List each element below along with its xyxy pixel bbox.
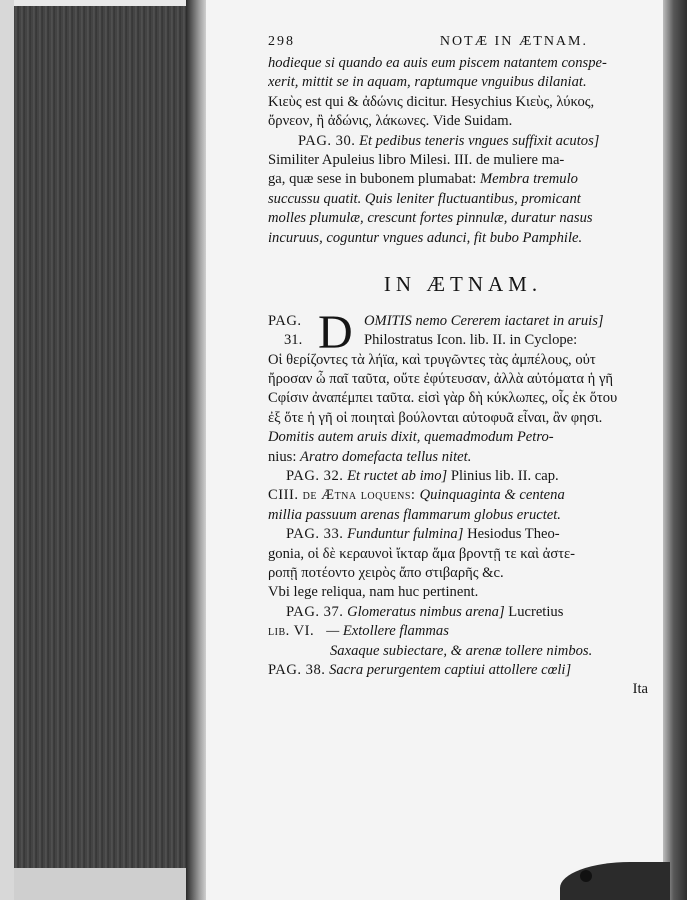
- paragraph-3: [268, 305, 658, 467]
- text-line: Similiter Apuleius libro Milesi. III. de muliere ma-: [268, 151, 565, 168]
- lemma: Et ructet ab imo]: [347, 468, 448, 485]
- text-line: [268, 661, 658, 680]
- book-gutter-shadow: [186, 0, 208, 900]
- book-right-edge: [663, 0, 687, 900]
- page-reference: PAG. 37.: [286, 603, 344, 620]
- quotation: succussu quatit.: [268, 190, 362, 207]
- curl-shadow-dot: [580, 870, 592, 882]
- running-title: NOTÆ IN ÆTNAM.: [439, 34, 588, 49]
- text-line: xerit, mittit se in aquam, raptumque vnguibus dilaniat.: [268, 74, 587, 91]
- text-line: [268, 525, 658, 544]
- text-line: ἐξ ὅτε ἡ γῆ οἱ ποιηταὶ βούλονται αὐτοφυᾶ εἶναι, ἂν φησι.: [268, 409, 603, 426]
- page-reference: 31.: [284, 332, 303, 349]
- text-line: [268, 132, 658, 151]
- text-line: [268, 622, 658, 641]
- text-line: Cφίσιν ἀναπέμπει ταῦτα. εἰσὶ γὰρ δὴ κύκλωπες, οἷς ἐκ ὅτου: [268, 390, 618, 407]
- text-line: [268, 190, 658, 209]
- text-line: Κιεὺς est qui & ἀδώνις dicitur. Hesychius Κιεὺς, λύκος,: [268, 93, 595, 110]
- text-span: ga, quæ sese in bubonem plumabat:: [268, 171, 480, 188]
- text-line: Vbi lege reliqua, nam huc pertinent.: [268, 584, 479, 601]
- quotation: — Extollere flammas: [326, 623, 449, 640]
- section-title: IN ÆTNAM.: [383, 271, 543, 296]
- text-line: Domitis autem aruis dixit, quemadmodum Petro-: [268, 429, 554, 446]
- book-page-edges: [14, 6, 190, 868]
- page-reference: PAG. 32.: [286, 468, 344, 485]
- quotation: Aratro domefacta tellus nitet.: [300, 448, 472, 465]
- text-span: CIII. de Ætna loquens:: [268, 487, 420, 504]
- text-line: millia passuum arenas flammarum globus eructet.: [268, 506, 561, 523]
- lemma: Funduntur fulmina]: [347, 526, 464, 543]
- drop-capital: D: [318, 305, 353, 359]
- text-line: Saxaque subiectare, & arenæ tollere nimbos.: [330, 642, 593, 659]
- paragraph-6: [268, 603, 658, 661]
- text-line: ροπῇ ποτέοντο χειρὸς ἄπο στιβαρῆς &c.: [268, 564, 504, 581]
- running-head: [268, 32, 658, 54]
- text-line: [268, 170, 658, 189]
- text-line: gonia, οἱ δὲ κεραυνοὶ ἴκταρ ἅμα βροντῇ τε καὶ ἀστε-: [268, 545, 576, 562]
- paragraph-2: [268, 132, 658, 248]
- page-reference: PAG. 38.: [268, 661, 326, 678]
- page-text: [268, 32, 658, 700]
- scan-bottom-margin: [14, 868, 190, 900]
- lemma: Glomeratus nimbus arena]: [347, 603, 505, 620]
- text-line: [268, 603, 658, 622]
- text-line: hodieque si quando ea auis eum piscem natantem conspe-: [268, 55, 607, 71]
- text-span: lib. VI.: [268, 623, 315, 640]
- text-line: ἤροσαν ὦ παῖ ταῦτα, οὔτε ἐφύτευσαν, ἀλλὰ αὐτόματα ἡ γῆ: [268, 371, 614, 388]
- catchword: Ita: [632, 681, 648, 698]
- text-span: Plinius lib. II. cap.: [447, 468, 559, 485]
- text-line: [268, 448, 658, 467]
- page-reference: PAG. 30.: [298, 132, 356, 149]
- quotation: Quis leniter fluctuantibus, promicant: [361, 190, 581, 207]
- paragraph-7: [268, 661, 658, 700]
- lemma: Et pedibus teneris vngues suffixit acutos]: [359, 132, 600, 149]
- paragraph-1: [268, 54, 658, 132]
- text-line: molles plumulæ, crescunt fortes pinnulæ, duratur nasus: [268, 210, 593, 227]
- paragraph-5: [268, 525, 658, 603]
- text-span: Hesiodus Theo-: [463, 526, 560, 543]
- scan-left-edge: [0, 0, 14, 900]
- quotation: Quinquaginta & centena: [419, 487, 565, 504]
- quotation: Membra tremulo: [479, 171, 578, 188]
- text-line: [268, 467, 658, 486]
- text-line: ὄρνεον, ἢ ἀδώνις, λάκωνες. Vide Suidam.: [268, 113, 513, 130]
- text-span: Lucretius: [504, 603, 564, 620]
- lemma: OMITIS nemo Cererem iactaret in aruis]: [364, 312, 604, 329]
- paragraph-4: [268, 467, 658, 525]
- text-line: [268, 486, 658, 505]
- text-span: nius:: [268, 448, 301, 465]
- page-reference: PAG.: [268, 312, 302, 329]
- text-line: incuruus, coguntur vngues adunci, fit bubo Pamphile.: [268, 229, 583, 246]
- text-span: Philostratus Icon. lib. II. in Cyclope:: [364, 332, 578, 349]
- page-reference: PAG. 33.: [286, 526, 344, 543]
- dropcap-block: [268, 305, 658, 359]
- page-number: 298: [268, 34, 295, 49]
- text-line: Οἱ θερίζοντες τὰ λήϊα, καὶ τρυγῶντες τὰς ἀμπέλους, οὐτ: [268, 351, 596, 368]
- lemma: Sacra perurgentem captiui attollere cœli]: [329, 661, 572, 678]
